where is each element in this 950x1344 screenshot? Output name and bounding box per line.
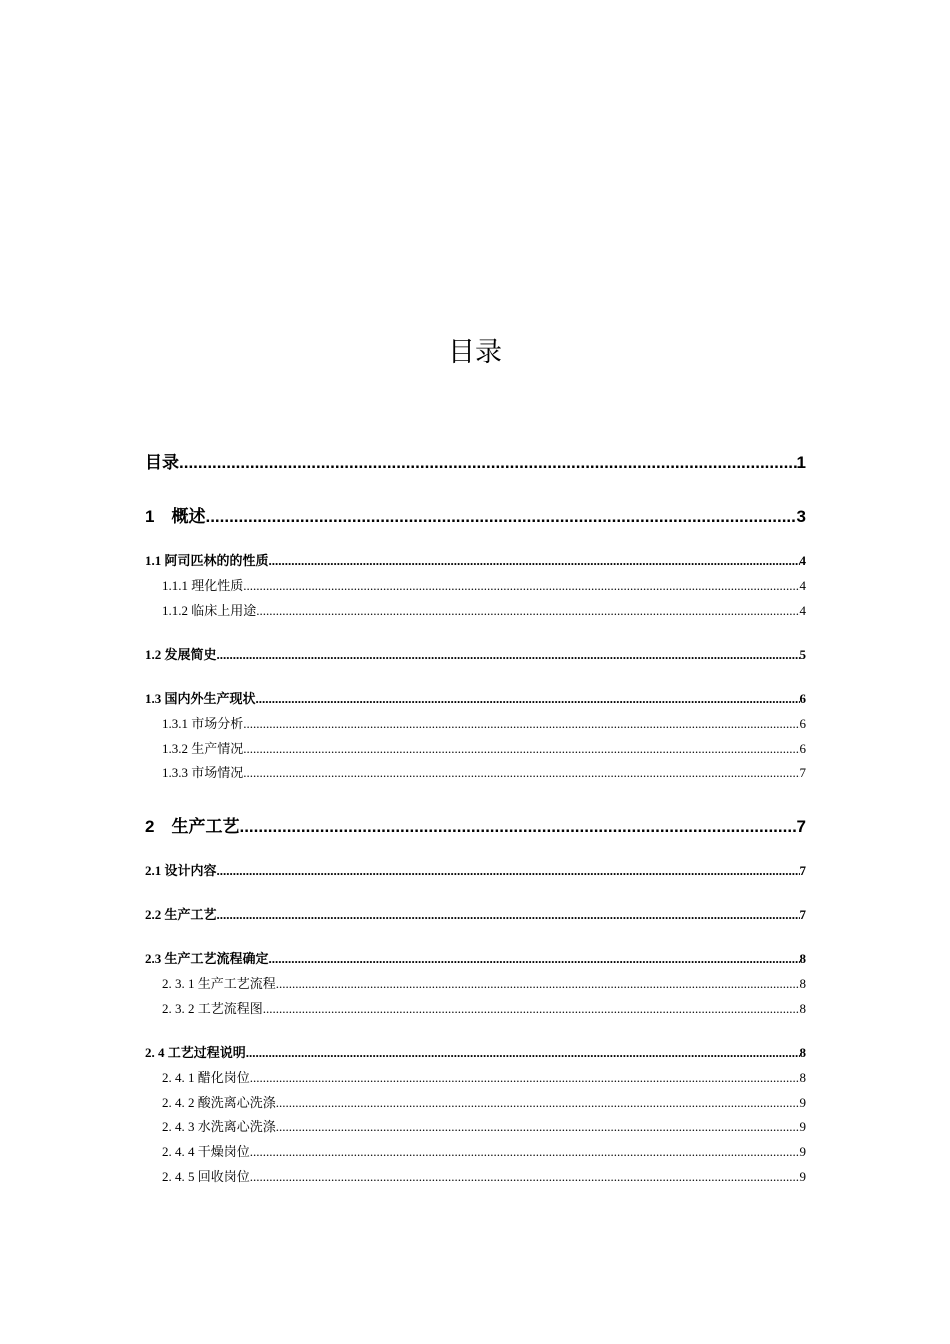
toc-leader bbox=[263, 1000, 800, 1018]
toc-entry[interactable] bbox=[145, 506, 806, 528]
toc-page-number: 4 bbox=[799, 553, 806, 568]
toc-entry-label: 目录 bbox=[145, 453, 179, 472]
toc-page-number: 7 bbox=[799, 907, 806, 922]
toc-page-number: 9 bbox=[799, 1095, 806, 1110]
toc-entry[interactable] bbox=[145, 816, 806, 838]
toc-entry-label: 2. 4. 1 醋化岗位 bbox=[162, 1070, 250, 1085]
toc-leader bbox=[243, 764, 799, 782]
toc-entry[interactable] bbox=[145, 1094, 806, 1112]
toc-entry[interactable] bbox=[145, 950, 806, 968]
toc-entry-label: 1.1.1 理化性质 bbox=[162, 578, 244, 593]
toc-page-number: 4 bbox=[799, 603, 806, 618]
toc-leader bbox=[179, 452, 797, 474]
toc-entry[interactable] bbox=[145, 577, 806, 595]
toc-leader bbox=[276, 1118, 800, 1136]
toc-entry-label: 2. 4 工艺过程说明 bbox=[145, 1045, 246, 1060]
toc-leader bbox=[250, 1143, 800, 1161]
toc-leader bbox=[246, 1044, 800, 1062]
toc-leader bbox=[256, 690, 800, 708]
toc-entry-label: 2.1 设计内容 bbox=[145, 863, 217, 878]
toc-leader bbox=[256, 602, 799, 620]
toc-entry-label: 1.1 阿司匹林的的性质 bbox=[145, 553, 269, 568]
toc-entry[interactable] bbox=[145, 906, 806, 924]
toc-entry-label: 2. 4. 3 水洗离心洗涤 bbox=[162, 1119, 276, 1134]
toc-page-number: 1 bbox=[796, 453, 806, 472]
toc-entry[interactable] bbox=[145, 715, 806, 733]
page-title: 目录 bbox=[448, 337, 502, 368]
toc-page-number: 8 bbox=[799, 1070, 806, 1085]
toc-leader bbox=[250, 1168, 800, 1186]
toc-entry-label: 2. 3. 1 生产工艺流程 bbox=[162, 976, 276, 991]
toc-entry-label: 1 概述 bbox=[145, 507, 206, 526]
toc-page-number: 6 bbox=[799, 741, 806, 756]
toc-leader bbox=[276, 1094, 800, 1112]
toc-entry-label: 1.2 发展简史 bbox=[145, 647, 217, 662]
toc-entry[interactable] bbox=[145, 690, 806, 708]
toc-entry[interactable] bbox=[145, 1044, 806, 1062]
toc-page-number: 7 bbox=[796, 817, 806, 836]
toc-leader bbox=[239, 816, 796, 838]
toc-page-number: 9 bbox=[799, 1119, 806, 1134]
toc-entry-label: 2.3 生产工艺流程确定 bbox=[145, 951, 269, 966]
toc-entry-label: 1.3.2 生产情况 bbox=[162, 741, 244, 756]
toc-entry[interactable] bbox=[145, 1143, 806, 1161]
toc-entry[interactable] bbox=[145, 552, 806, 570]
toc-page-number: 7 bbox=[799, 765, 806, 780]
toc-leader bbox=[217, 906, 800, 924]
toc-entry[interactable] bbox=[145, 862, 806, 880]
toc-leader bbox=[250, 1069, 800, 1087]
toc-entry[interactable] bbox=[145, 452, 806, 474]
toc-entry-label: 2. 4. 5 回收岗位 bbox=[162, 1169, 250, 1184]
toc-entry[interactable] bbox=[145, 1118, 806, 1136]
toc-page-number: 8 bbox=[799, 951, 806, 966]
toc-leader bbox=[217, 646, 800, 664]
toc-page-number: 5 bbox=[799, 647, 806, 662]
toc-entry-label: 1.3.1 市场分析 bbox=[162, 716, 244, 731]
toc-page-number: 8 bbox=[799, 976, 806, 991]
toc-page-number: 9 bbox=[799, 1169, 806, 1184]
toc-entry-label: 1.1.2 临床上用途 bbox=[162, 603, 257, 618]
toc-entry[interactable] bbox=[145, 1000, 806, 1018]
toc-leader bbox=[276, 975, 800, 993]
toc-page-number: 8 bbox=[799, 1045, 806, 1060]
toc-leader bbox=[243, 577, 799, 595]
toc-page-number: 6 bbox=[799, 691, 806, 706]
toc-page-number: 6 bbox=[799, 716, 806, 731]
toc-entry-label: 2.2 生产工艺 bbox=[145, 907, 217, 922]
toc-leader bbox=[243, 740, 799, 758]
toc-entry-label: 1.3.3 市场情况 bbox=[162, 765, 244, 780]
toc-page-number: 9 bbox=[799, 1144, 806, 1159]
toc-leader bbox=[269, 552, 800, 570]
toc-page-number: 3 bbox=[796, 507, 806, 526]
toc-entry[interactable] bbox=[145, 764, 806, 782]
toc-leader bbox=[269, 950, 800, 968]
toc-entry[interactable] bbox=[145, 1069, 806, 1087]
toc-entry-label: 2. 4. 2 酸洗离心洗涤 bbox=[162, 1095, 276, 1110]
toc-entry-label: 2. 4. 4 干燥岗位 bbox=[162, 1144, 250, 1159]
toc-entry[interactable] bbox=[145, 1168, 806, 1186]
toc-entry-label: 1.3 国内外生产现状 bbox=[145, 691, 256, 706]
toc-entry-label: 2 生产工艺 bbox=[145, 817, 240, 836]
toc-page-number: 4 bbox=[799, 578, 806, 593]
toc-page-number: 8 bbox=[799, 1001, 806, 1016]
toc-entry[interactable] bbox=[145, 740, 806, 758]
toc-leader bbox=[217, 862, 800, 880]
toc-entry[interactable] bbox=[145, 646, 806, 664]
toc-leader bbox=[243, 715, 799, 733]
toc-entry-label: 2. 3. 2 工艺流程图 bbox=[162, 1001, 263, 1016]
toc-entry[interactable] bbox=[145, 602, 806, 620]
toc-entry[interactable] bbox=[145, 975, 806, 993]
toc-page-number: 7 bbox=[799, 863, 806, 878]
toc-leader bbox=[205, 506, 796, 528]
